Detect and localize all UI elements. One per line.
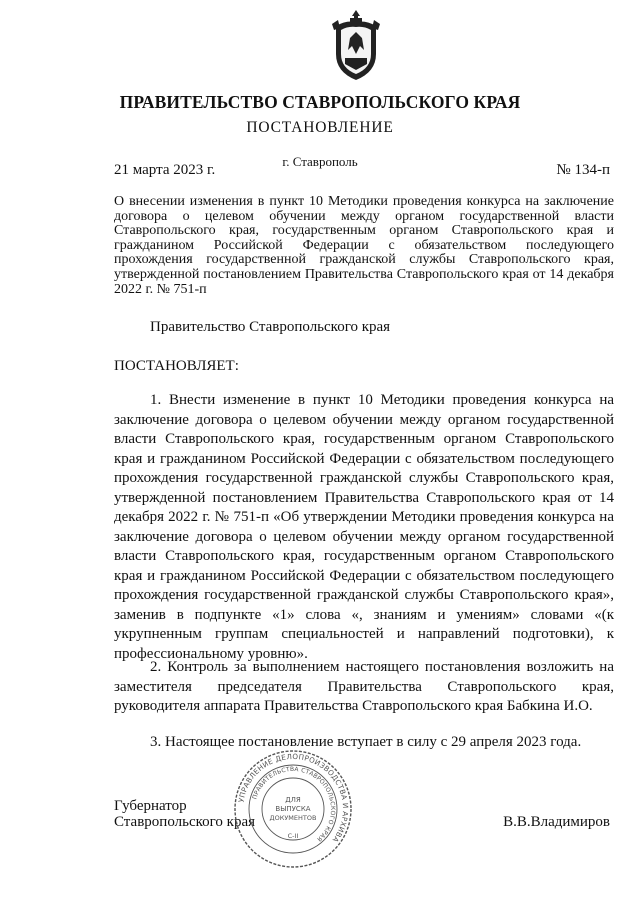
stamp-outer-text: УПРАВЛЕНИЕ ДЕЛОПРОИЗВОДСТВА И АРХИВА — [236, 751, 351, 845]
stamp-code: С-II — [287, 832, 299, 840]
signatory-title-line2: Ставропольского края — [114, 814, 255, 830]
document-number: № 134-п — [556, 162, 610, 178]
signatory-name: В.В.Владимиров — [503, 814, 610, 830]
document-city: г. Ставрополь — [282, 154, 358, 169]
signatory-title-line1: Губернатор — [114, 798, 187, 814]
official-stamp — [232, 748, 354, 870]
paragraph-2: 2. Контроль за выполнением настоящего постановления возложить на заместителя председателя Правительства Ставропольского края, руководителя аппарата Правительства Ставропольского края Бабкина И.О. — [114, 659, 614, 714]
document-subject: О внесении изменения в пункт 10 Методики проведения конкурса на заключение договора о целевом обучении между органом государственной власти Ставропольского края, государственным органом Ставропольского края и гражданином Российской Федерации с обязательством последующего прохождения государственной гражданской службы Ставропольского края, утвержденной постановлением Правительства Ставропольского края от 14 декабря 2022 г. № 751-п — [114, 194, 614, 297]
stamp-inner-text: ПРАВИТЕЛЬСТВА СТАВРОПОЛЬСКОГО КРАЯ — [251, 765, 337, 843]
decree-keyword: ПОСТАНОВЛЯЕТ: — [114, 358, 239, 374]
paragraph-3: 3. Настоящее постановление вступает в силу с 29 апреля 2023 года. — [150, 734, 582, 750]
issuer-line: Правительство Ставропольского края — [150, 319, 391, 335]
document-type: ПОСТАНОВЛЕНИЕ — [246, 119, 394, 136]
government-title: ПРАВИТЕЛЬСТВО СТАВРОПОЛЬСКОГО КРАЯ — [119, 92, 521, 112]
paragraph-1: 1. Внести изменение в пункт 10 Методики проведения конкурса на заключение договора о целевом обучении между органом государственной власти Ставропольского края, государственным органом Ставропольского края и гражданином Российской Федерации с обязательством последующего прохождения государственной гражданской службы Ставропольского края, утвержденной постановлением Правительства Ставропольского края от 14 декабря 2022 г. № 751-п «Об утверждении Методики проведения конкурса на заключение договора о целевом обучении между органом государственной власти Ставропольского края, государственным органом Ставропольского края и гражданином Российской Федерации с обязательством последующего прохождения государственной гражданской службы Ставропольского края», заменив в подпункте «1» слова «, знаниям и умениям» словами «(к укрупненным группам специальностей и направлений подготовки), к профессиональному уровню». — [114, 392, 614, 662]
document-date: 21 марта 2023 г. — [114, 162, 216, 178]
stamp-center-line1: ДЛЯ — [285, 796, 301, 804]
coat-of-arms-icon — [328, 8, 384, 82]
stamp-center-line2: ВЫПУСКА — [275, 805, 311, 813]
stamp-center-line3: ДОКУМЕНТОВ — [269, 814, 317, 822]
